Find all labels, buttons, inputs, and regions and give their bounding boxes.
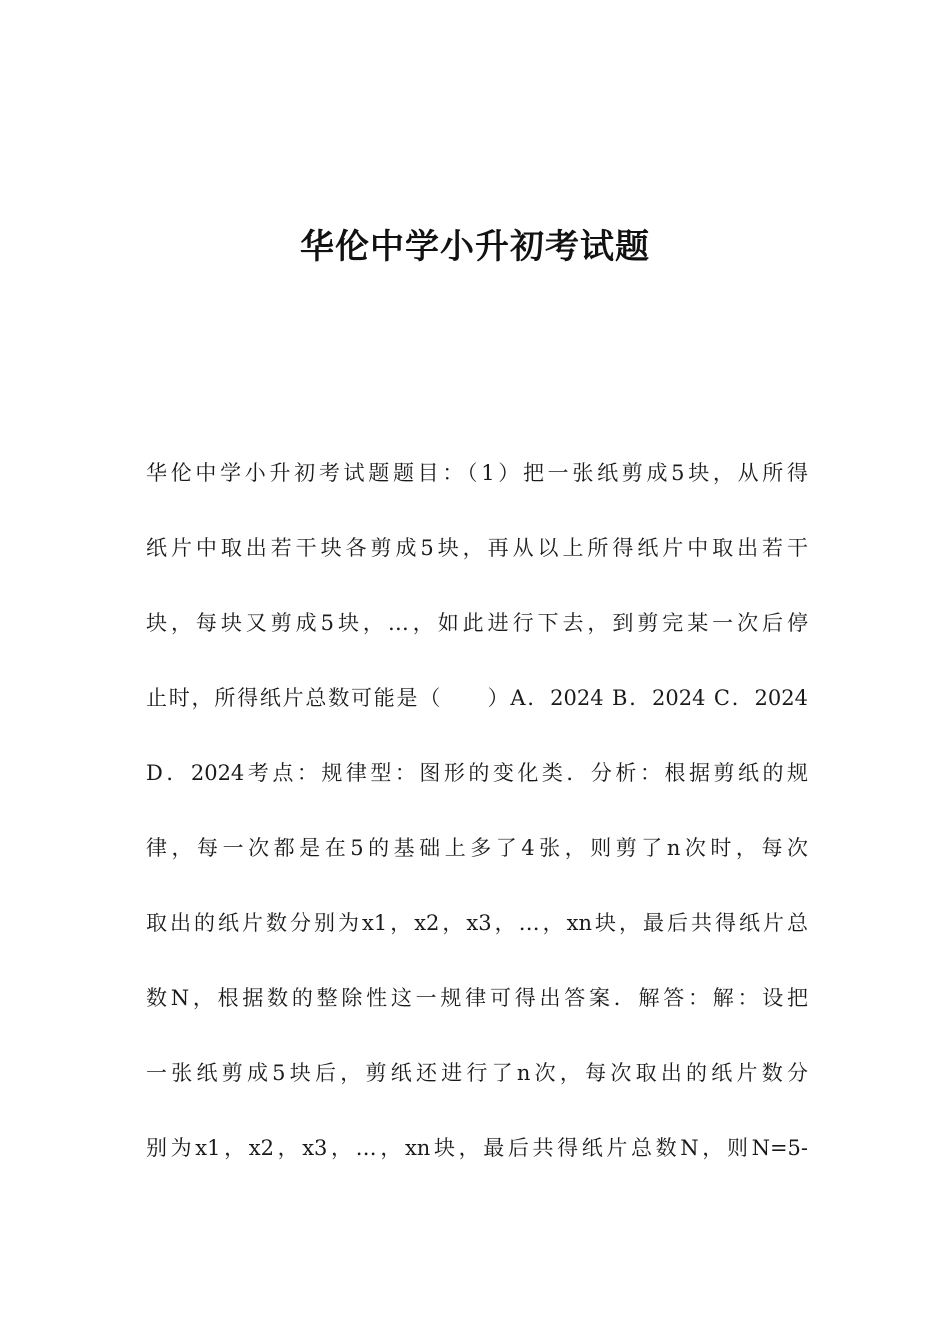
body-line-10: 别为x1，x2，x3，…，xn块，最后共得纸片总数N，则N=5-: [146, 1136, 808, 1160]
page-title: 华伦中学小升初考试题: [300, 227, 650, 267]
body-line-7: 取出的纸片数分别为x1，x2，x3，…，xn块，最后共得纸片总: [146, 911, 808, 935]
document-body: [146, 452, 808, 1202]
body-line-4: 止时，所得纸片总数可能是（ ）A．2024 B．2024 C．2024: [146, 686, 808, 710]
body-line-5: D．2024考点：规律型：图形的变化类．分析：根据剪纸的规: [146, 761, 808, 785]
body-line-2: 纸片中取出若干块各剪成5块，再从以上所得纸片中取出若干: [146, 536, 808, 560]
body-line-9: 一张纸剪成5块后，剪纸还进行了n次，每次取出的纸片数分: [146, 1061, 808, 1085]
body-line-3: 块，每块又剪成5块，…，如此进行下去，到剪完某一次后停: [146, 611, 808, 635]
body-line-1: 华伦中学小升初考试题题目：（1）把一张纸剪成5块，从所得: [146, 461, 808, 485]
body-line-6: 律，每一次都是在5的基础上多了4张，则剪了n次时，每次: [146, 836, 808, 860]
body-line-8: 数N，根据数的整除性这一规律可得出答案．解答：解：设把: [146, 986, 808, 1010]
